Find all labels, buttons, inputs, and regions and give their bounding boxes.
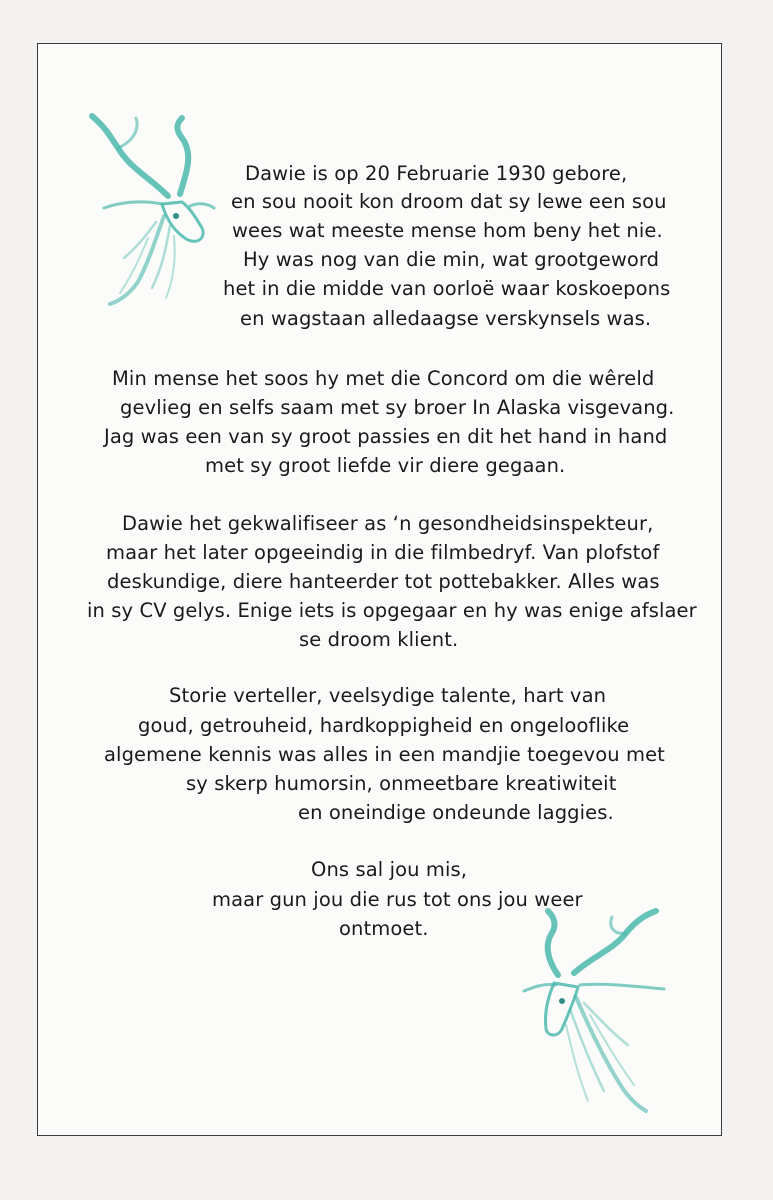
paragraph-2-line: met sy groot liefde vir diere gegaan.	[205, 454, 566, 477]
paragraph-1-line: en wagstaan alledaagse verskynsels was.	[240, 307, 652, 330]
paragraph-3-line: deskundige, diere hanteerder tot pottebakker. Alles was	[107, 570, 660, 593]
paragraph-2-line: gevlieg en selfs saam met sy broer In Alaska visgevang.	[120, 396, 675, 419]
paragraph-3-line: in sy CV gelys. Enige iets is opgegaar en hy was enige afslaer	[87, 599, 697, 622]
paragraph-2-line: Min mense het soos hy met die Concord om die wêreld	[112, 367, 655, 390]
paragraph-1-line: Dawie is op 20 Februarie 1930 gebore,	[245, 162, 628, 185]
paragraph-3-line: Dawie het gekwalifiseer as ‘n gesondheidsinspekteur,	[122, 512, 654, 535]
kudu-head-icon	[70, 108, 220, 308]
paragraph-1-line: wees wat meeste mense hom beny het nie.	[232, 219, 663, 242]
paragraph-4-line: goud, getrouheid, hardkoppigheid en ongelooflike	[138, 714, 630, 737]
paragraph-1-line: en sou nooit kon droom dat sy lewe een sou	[231, 190, 667, 213]
paragraph-4-line: sy skerp humorsin, onmeetbare kreatiwiteit	[186, 772, 617, 795]
paragraph-1-line: Hy was nog van die min, wat grootgeword	[243, 248, 660, 271]
paragraph-4-line: Storie verteller, veelsydige talente, hart van	[169, 684, 607, 707]
closing-line: Ons sal jou mis,	[311, 858, 468, 881]
paragraph-4-line: algemene kennis was alles in een mandjie toegevou met	[104, 743, 665, 766]
paragraph-3-line: maar het later opgeeindig in die filmbedryf. Van plofstof	[106, 541, 660, 564]
kudu-head-icon	[518, 905, 668, 1115]
paragraph-1-line: het in die midde van oorloë waar koskoepons	[223, 277, 671, 300]
closing-line: ontmoet.	[339, 917, 429, 940]
paragraph-4-line: en oneindige ondeunde laggies.	[298, 801, 614, 824]
paragraph-3-line: se droom klient.	[299, 628, 459, 651]
closing-line: maar gun jou die rus tot ons jou weer	[212, 888, 583, 911]
paragraph-2-line: Jag was een van sy groot passies en dit het hand in hand	[104, 425, 668, 448]
